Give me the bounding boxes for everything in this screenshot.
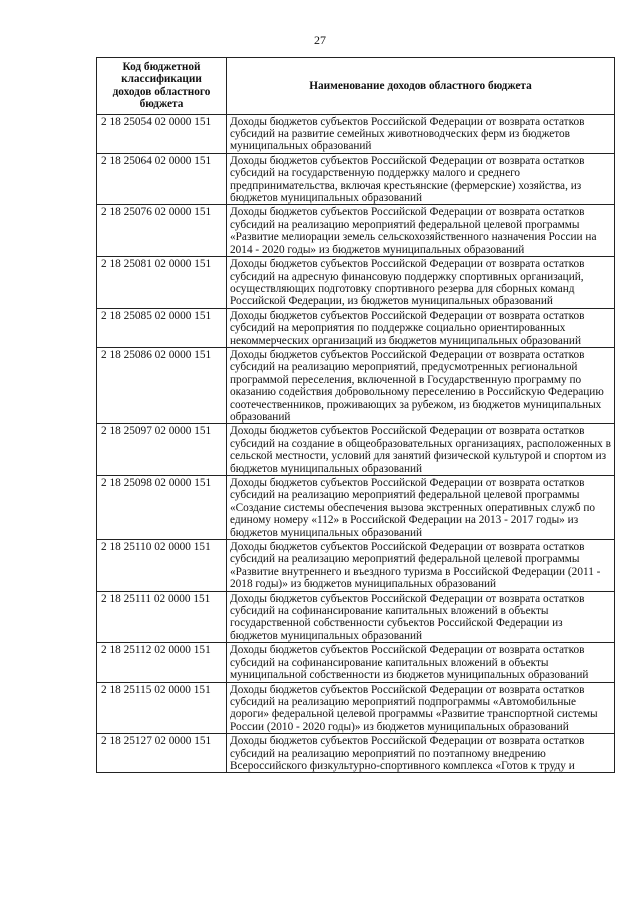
table-row — [97, 643, 615, 682]
revenue-name-cell: Доходы бюджетов субъектов Российской Федерации от возврата остатков субсидий на государственную поддержку малого и среднего предпринимательства, включая крестьянские (фермерские) хозяйства, из бюджетов муниципальных образований — [227, 153, 615, 205]
revenue-name-cell: Доходы бюджетов субъектов Российской Федерации от возврата остатков субсидий на создание в общеобразовательных организациях, расположенных в сельской местности, условий для занятий физической культурой и спортом из бюджетов муниципальных образований — [227, 424, 615, 476]
revenue-name-cell: Доходы бюджетов субъектов Российской Федерации от возврата остатков субсидий на софинансирование капитальных вложений в объекты государственной собственности субъектов Российской Федерации из бюджетов муниципальных образований — [227, 591, 615, 643]
table-row — [97, 114, 615, 153]
revenue-name-cell: Доходы бюджетов субъектов Российской Федерации от возврата остатков субсидий на реализацию мероприятий федеральной целевой программы «Развитие внутреннего и въездного туризма в Российской Федерации (2011 - 2018 годы)» из бюджетов муниципальных образований — [227, 540, 615, 592]
budget-code-cell: 2 18 25064 02 0000 151 — [97, 153, 227, 205]
budget-codes-table-container — [96, 57, 614, 773]
table-body — [97, 114, 615, 773]
budget-code-cell: 2 18 25086 02 0000 151 — [97, 347, 227, 423]
table-row — [97, 205, 615, 257]
revenue-name-cell: Доходы бюджетов субъектов Российской Федерации от возврата остатков субсидий на реализацию мероприятий федеральной целевой программы «Развитие мелиорации земель сельскохозяйственного назначения России на 2014 - 2020 годы» из бюджетов муниципальных образований — [227, 205, 615, 257]
revenue-name-cell: Доходы бюджетов субъектов Российской Федерации от возврата остатков субсидий на развитие семейных животноводческих ферм из бюджетов муниципальных образований — [227, 114, 615, 153]
header-code-column: Код бюджетной классификации доходов областного бюджета — [97, 58, 227, 115]
budget-code-cell: 2 18 25081 02 0000 151 — [97, 257, 227, 309]
budget-codes-table — [96, 57, 615, 773]
table-row — [97, 308, 615, 347]
budget-code-cell: 2 18 25127 02 0000 151 — [97, 734, 227, 773]
budget-code-cell: 2 18 25097 02 0000 151 — [97, 424, 227, 476]
budget-code-cell: 2 18 25054 02 0000 151 — [97, 114, 227, 153]
budget-code-cell: 2 18 25115 02 0000 151 — [97, 682, 227, 734]
revenue-name-cell: Доходы бюджетов субъектов Российской Федерации от возврата остатков субсидий на софинансирование капитальных вложений в объекты муниципальной собственности из бюджетов муниципальных образований — [227, 643, 615, 682]
budget-code-cell: 2 18 25111 02 0000 151 — [97, 591, 227, 643]
budget-code-cell: 2 18 25085 02 0000 151 — [97, 308, 227, 347]
revenue-name-cell: Доходы бюджетов субъектов Российской Федерации от возврата остатков субсидий на реализацию мероприятий федеральной целевой программы «Создание системы обеспечения вызова экстренных оперативных служб по единому номеру «112» в Российской Федерации на 2013 - 2017 годы» из бюджетов муниципальных образований — [227, 476, 615, 540]
table-header-row — [97, 58, 615, 115]
table-row — [97, 347, 615, 423]
table-row — [97, 734, 615, 773]
table-row — [97, 424, 615, 476]
table-row — [97, 153, 615, 205]
revenue-name-cell: Доходы бюджетов субъектов Российской Федерации от возврата остатков субсидий на адресную финансовую поддержку спортивных организаций, осуществляющих подготовку спортивного резерва для сборных команд Российской Федерации, из бюджетов муниципальных образований — [227, 257, 615, 309]
revenue-name-cell: Доходы бюджетов субъектов Российской Федерации от возврата остатков субсидий на реализацию мероприятий по поэтапному внедрению Всероссийского физкультурно-спортивного комплекса «Готов к труду и — [227, 734, 615, 773]
table-row — [97, 682, 615, 734]
table-row — [97, 257, 615, 309]
table-row — [97, 591, 615, 643]
budget-code-cell: 2 18 25112 02 0000 151 — [97, 643, 227, 682]
revenue-name-cell: Доходы бюджетов субъектов Российской Федерации от возврата остатков субсидий на реализацию мероприятий, предусмотренных региональной программой переселения, включенной в Государственную программу по оказанию содействия добровольному переселению в Российскую Федерацию соотечественников, проживающих за рубежом, из бюджетов муниципальных образований — [227, 347, 615, 423]
table-row — [97, 476, 615, 540]
revenue-name-cell: Доходы бюджетов субъектов Российской Федерации от возврата остатков субсидий на реализацию мероприятий подпрограммы «Автомобильные дороги» федеральной целевой программы «Развитие транспортной системы России (2010 - 2020 годы)» из бюджетов муниципальных образований — [227, 682, 615, 734]
header-name-column: Наименование доходов областного бюджета — [227, 58, 615, 115]
budget-code-cell: 2 18 25076 02 0000 151 — [97, 205, 227, 257]
revenue-name-cell: Доходы бюджетов субъектов Российской Федерации от возврата остатков субсидий на мероприятия по поддержке социально ориентированных некоммерческих организаций из бюджетов муниципальных образований — [227, 308, 615, 347]
table-row — [97, 540, 615, 592]
page-number: 27 — [314, 33, 326, 47]
budget-code-cell: 2 18 25110 02 0000 151 — [97, 540, 227, 592]
budget-code-cell: 2 18 25098 02 0000 151 — [97, 476, 227, 540]
